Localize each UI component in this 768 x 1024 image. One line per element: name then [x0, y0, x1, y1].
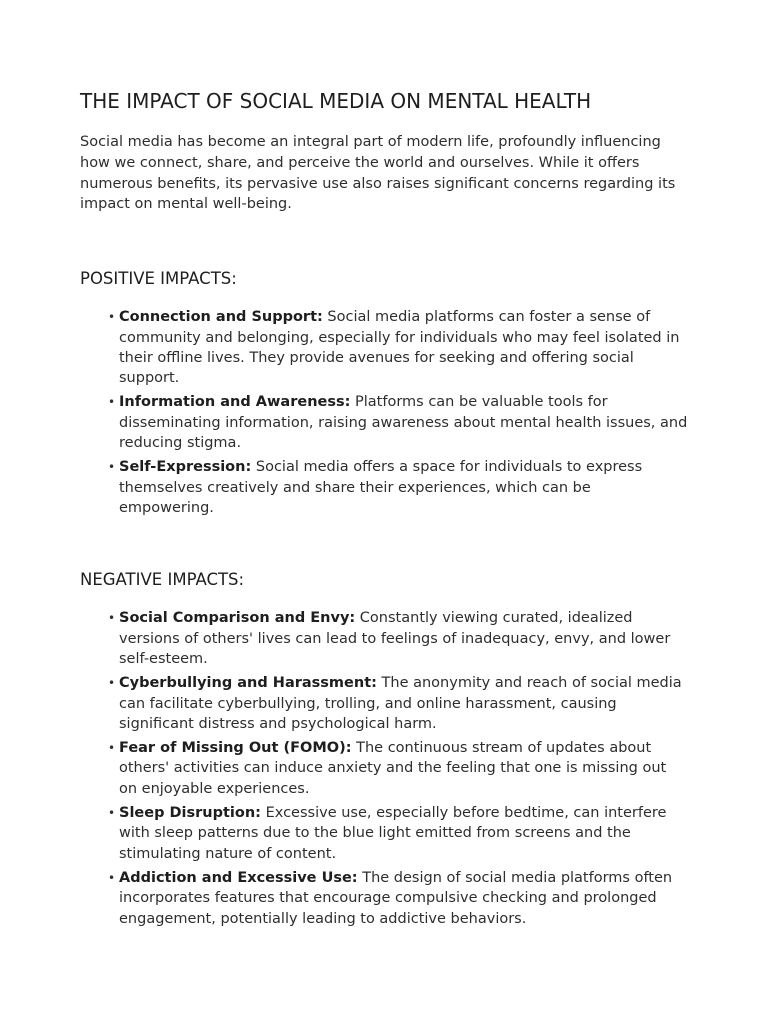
- negative-impacts-list: [80, 608, 688, 928]
- negative-impacts-heading: NEGATIVE IMPACTS:: [80, 570, 245, 590]
- list-item-text: Platforms can be valuable tools for disseminating information, raising awareness about mental health issues, and reducing stigma.: [119, 394, 688, 452]
- positive-impacts-list: [80, 307, 688, 518]
- document-title: THE IMPACT OF SOCIAL MEDIA ON MENTAL HEALTH: [80, 89, 592, 113]
- list-item: [108, 307, 688, 389]
- list-item-term: Cyberbullying and Harassment:: [119, 675, 377, 692]
- list-item: [108, 457, 688, 518]
- list-item-text: The design of social media platforms often incorporates features that encourage compulsive checking and prolonged engagement, potentially leading to addictive behaviors.: [119, 869, 673, 927]
- list-item-text: Social media platforms can foster a sense of community and belonging, especially for individuals who may feel isolated in their offline lives. They provide avenues for seeking and offering social support.: [119, 309, 680, 387]
- list-item-term: Information and Awareness:: [119, 394, 351, 411]
- list-item-text: Social media offers a space for individuals to express themselves creatively and share their experiences, which can be empowering.: [119, 459, 643, 517]
- list-item-term: Fear of Missing Out (FOMO):: [119, 740, 352, 757]
- positive-impacts-heading: POSITIVE IMPACTS:: [80, 269, 237, 289]
- list-item-term: Addiction and Excessive Use:: [119, 869, 358, 886]
- list-item-term: Self-Expression:: [119, 459, 252, 476]
- list-item-term: Social Comparison and Envy:: [119, 610, 356, 627]
- list-item: [108, 738, 688, 799]
- list-item: [108, 673, 688, 734]
- list-item: [108, 608, 688, 669]
- list-item-term: Connection and Support:: [119, 309, 323, 326]
- list-item-text: The continuous stream of updates about others' activities can induce anxiety and the feeling that one is missing out on enjoyable experiences.: [119, 740, 667, 797]
- list-item-text: Excessive use, especially before bedtime, can interfere with sleep patterns due to the blue light emitted from screens and the stimulating nature of content.: [119, 804, 667, 862]
- list-item: [108, 392, 688, 453]
- intro-paragraph: Social media has become an integral part of modern life, profoundly influencing how we connect, share, and perceive the world and ourselves. While it offers numerous benefits, its pervasive use also raises significant concerns regarding its impact on mental well-being.: [80, 134, 676, 213]
- list-item: [108, 803, 688, 864]
- list-item: [108, 868, 688, 929]
- list-item-text: The anonymity and reach of social media can facilitate cyberbullying, trolling, and online harassment, causing significant distress and psychological harm.: [119, 675, 682, 733]
- list-item-text: Constantly viewing curated, idealized versions of others' lives can lead to feelings of inadequacy, envy, and lower self-esteem.: [119, 610, 671, 668]
- list-item-term: Sleep Disruption:: [119, 804, 261, 821]
